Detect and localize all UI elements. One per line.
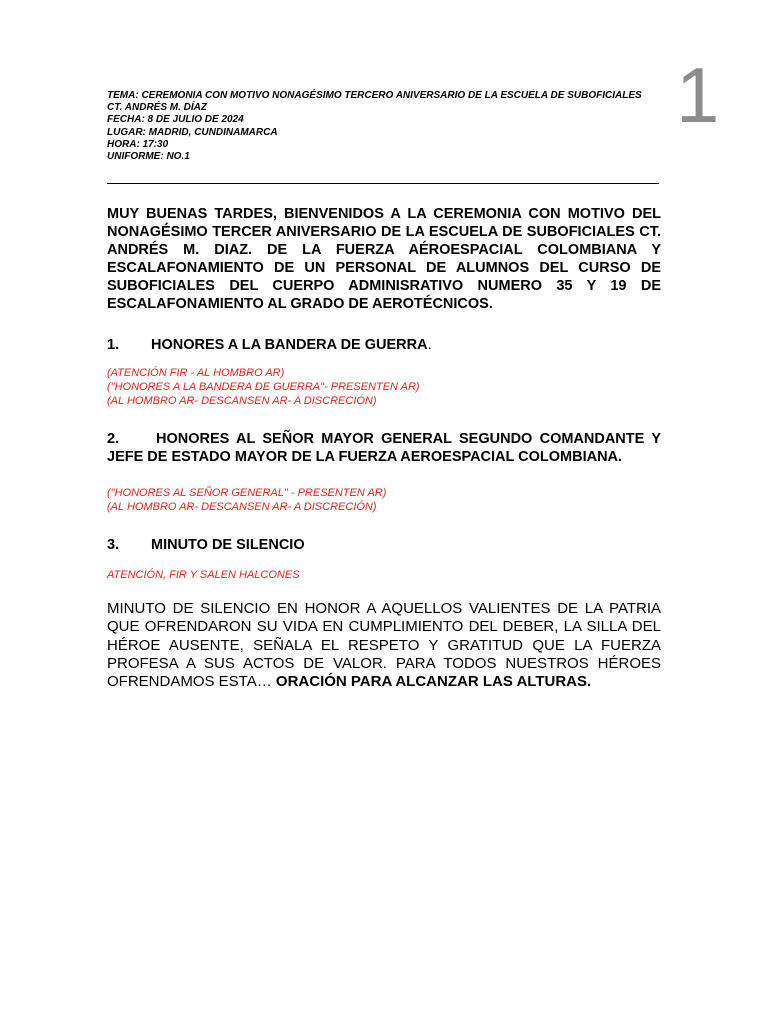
section-2-heading bbox=[107, 430, 661, 466]
document-body bbox=[107, 90, 661, 691]
section-3-title: MINUTO DE SILENCIO bbox=[151, 537, 305, 554]
event-header bbox=[107, 90, 667, 163]
command-line: ATENCIÓN, FIR Y SALEN HALCONES bbox=[107, 569, 300, 582]
section-2-commands bbox=[107, 486, 661, 514]
command-line: (AL HOMBRO AR- DESCANSEN AR- A DISCRECIÓN) bbox=[107, 395, 377, 408]
section-1-title: HONORES A LA BANDERA DE GUERRA bbox=[151, 337, 428, 354]
section-3-commands bbox=[107, 568, 661, 582]
header-date: FECHA: 8 DE JULIO DE 2024 bbox=[107, 114, 244, 126]
tribute-prayer-title: ORACIÓN PARA ALCANZAR LAS ALTURAS. bbox=[275, 673, 592, 691]
header-school-name: CT. ANDRÉS M. DÍAZ bbox=[107, 102, 207, 114]
section-1-suffix: . bbox=[427, 337, 432, 354]
section-1-commands bbox=[107, 366, 661, 408]
tribute-text: MINUTO DE SILENCIO EN HONOR A AQUELLOS VALIENTES DE LA PATRIA QUE OFRENDARON SU VIDA EN CUMPLIMIENTO DEL DEBER, LA SILLA DEL HÉROE AUSENTE, SEÑALA EL RESPETO Y GRATITUD QUE LA FUERZA PROFESA A SUS ACTOS DE VALOR. PARA TODOS NUESTROS HÉROES OFRENDAMOS ESTA… bbox=[107, 600, 661, 691]
command-line: (ATENCIÓN FIR - AL HOMBRO AR) bbox=[107, 367, 285, 380]
welcome-paragraph: MUY BUENAS TARDES, BIENVENIDOS A LA CEREMONIA CON MOTIVO DEL NONAGÉSIMO TERCER ANIVERSARIO DE LA ESCUELA DE SUBOFICIALES CT. ANDRÉS M. DIAZ. DE LA FUERZA AÉROESPACIAL COLOMBIANA Y ESCALAFONAMIENTO DE UN PERSONAL DE ALUMNOS DEL CURSO DE SUBOFICIALES DEL CUERPO ADMINISRATIVO NUMERO 35 Y 19 DE ESCALAFONAMIENTO AL GRADO DE AEROTÉCNICOS. bbox=[107, 206, 661, 313]
header-uniform: UNIFORME: NO.1 bbox=[107, 151, 190, 163]
command-line: (AL HOMBRO AR- DESCANSEN AR- A DISCRECIÓN) bbox=[107, 501, 377, 514]
header-divider bbox=[107, 183, 659, 184]
page-number: 1 bbox=[676, 51, 720, 139]
command-line: ("HONORES A LA BANDERA DE GUERRA"- PRESENTEN AR) bbox=[107, 381, 420, 394]
section-2-title: HONORES AL SEÑOR MAYOR GENERAL SEGUNDO COMANDANTE Y JEFE DE ESTADO MAYOR DE LA FUERZA AEROESPACIAL COLOMBIANA. bbox=[107, 431, 661, 466]
header-place: LUGAR: MADRID, CUNDINAMARCA bbox=[107, 126, 278, 138]
section-2-number: 2. bbox=[107, 431, 120, 448]
tribute-paragraph bbox=[107, 600, 661, 691]
section-1-heading bbox=[107, 336, 661, 354]
section-1-number: 1. bbox=[107, 337, 120, 354]
command-line: ("HONORES AL SEÑOR GENERAL" - PRESENTEN AR) bbox=[107, 487, 387, 500]
section-3-number: 3. bbox=[107, 537, 120, 554]
header-time: HORA: 17:30 bbox=[107, 138, 169, 150]
header-topic: TEMA: CEREMONIA CON MOTIVO NONAGÉSIMO TERCERO ANIVERSARIO DE LA ESCUELA DE SUBOFICIALES bbox=[107, 90, 642, 101]
section-3-heading bbox=[107, 536, 661, 554]
